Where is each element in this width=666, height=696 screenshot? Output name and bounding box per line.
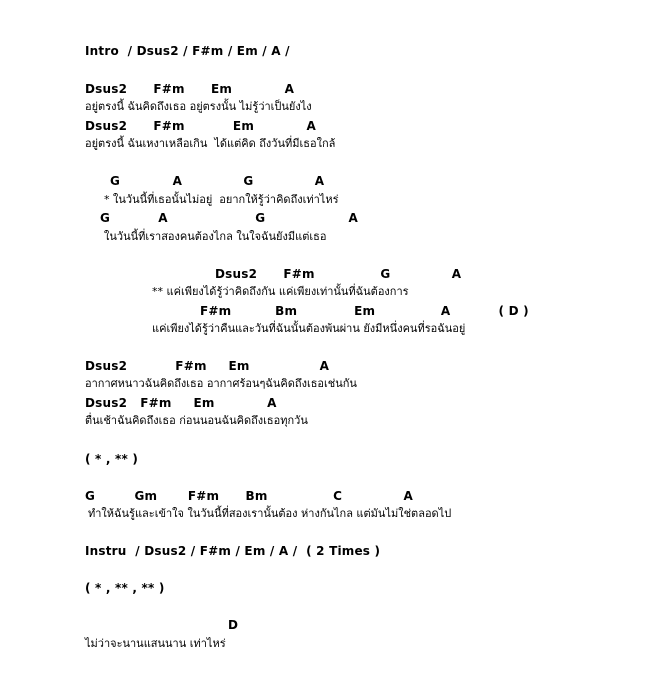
repeat-marker-2: ( * , ** , ** ) — [85, 581, 165, 595]
hook-lyrics-2: แค่เพียงได้รู้ว่าคืนและวันที่ฉันนั้นต้องพ้นผ่าน ยังมีหนึ่งคนที่รอฉันอยู่ — [152, 322, 466, 335]
verse2-lyrics-1: อากาศหนาวฉันคิดถึงเธอ อากาศร้อนๆฉันคิดถึงเธอเช่นกัน — [85, 377, 357, 390]
hook-chords-2: F#m Bm Em A ( D ) — [200, 304, 529, 318]
verse2-chords-1: Dsus2 F#m Em A — [85, 359, 330, 373]
hook-lyrics-1: ** แค่เพียงได้รู้ว่าคิดถึงกัน แค่เพียงเท่านั้นที่ฉันต้องการ — [152, 285, 409, 298]
bridge-lyrics: ทำให้ฉันรู้และเข้าใจ ในวันนี้ที่สองเรานั้นต้อง ห่างกันไกล แต่มันไม่ใช่ตลอดไป — [88, 507, 452, 520]
chorus-lyrics-1: * ในวันนี้ที่เธอนั้นไม่อยู่ อยากให้รู้ว่าคิดถึงเท่าไหร่ — [104, 193, 339, 206]
verse1-lyrics-2: อยู่ตรงนี้ ฉันเหงาเหลือเกิน ได้แต่คิด ถึงวันที่มีเธอใกล้ — [85, 137, 336, 150]
chorus-chords-1: G A G A — [110, 174, 325, 188]
outro-lyrics: ไม่ว่าจะนานแสนนาน เท่าไหร่ — [85, 637, 226, 650]
verse2-chords-2: Dsus2 F#m Em A — [85, 396, 277, 410]
verse1-chords-1: Dsus2 F#m Em A — [85, 82, 295, 96]
bridge-chords: G Gm F#m Bm C A — [85, 489, 413, 503]
verse2-lyrics-2: ตื่นเช้าฉันคิดถึงเธอ ก่อนนอนฉันคิดถึงเธอทุกวัน — [85, 414, 308, 427]
verse1-chords-2: Dsus2 F#m Em A — [85, 119, 317, 133]
instru-line: Instru / Dsus2 / F#m / Em / A / ( 2 Times ) — [85, 544, 381, 558]
intro-line: Intro / Dsus2 / F#m / Em / A / — [85, 44, 290, 58]
outro-chord: D — [228, 618, 239, 632]
chorus-chords-2: G A G A — [100, 211, 358, 225]
repeat-marker-1: ( * , ** ) — [85, 452, 139, 466]
hook-chords-1: Dsus2 F#m G A — [215, 267, 462, 281]
verse1-lyrics-1: อยู่ตรงนี้ ฉันคิดถึงเธอ อยู่ตรงนั้น ไม่รู้ว่าเป็นยังไง — [85, 100, 312, 113]
chorus-lyrics-2: ในวันนี้ที่เราสองคนต้องไกล ในใจฉันยังมีแต่เธอ — [104, 230, 327, 243]
